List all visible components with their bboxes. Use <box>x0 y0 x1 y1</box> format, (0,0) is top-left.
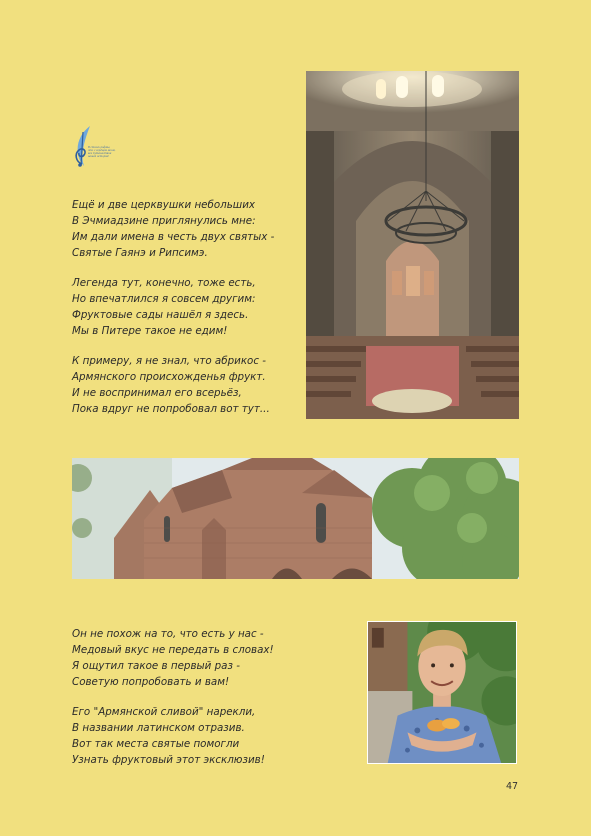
poem-line: Медовый вкус не передать в словах! <box>72 644 274 656</box>
poem-top <box>72 197 274 431</box>
poem-line: В Эчмиадзине приглянулись мне: <box>72 215 256 227</box>
logo-line: что с сердцем моим, <box>88 149 116 152</box>
poem-line: Армянского происхожденья фрукт. <box>72 371 266 383</box>
poem-line: К примеру, я не знал, что абрикос - <box>72 355 266 367</box>
stanza <box>72 275 274 339</box>
poem-line: Я ощутил такое в первый раз - <box>72 660 240 672</box>
poem-line: В названии латинском отразив. <box>72 722 245 734</box>
logo <box>70 124 124 168</box>
logo-line: нашей истории! <box>88 155 110 158</box>
stanza <box>72 626 274 690</box>
logo-text <box>88 146 124 158</box>
stanza <box>72 197 274 261</box>
church-interior-photo <box>306 71 519 419</box>
page-number: 47 <box>506 781 519 792</box>
logo-line: В стихах рифмы, <box>88 146 111 149</box>
poem-line: Святые Гаянэ и Рипсимэ. <box>72 247 208 259</box>
logo-line: все путешествия <box>88 152 112 155</box>
poem-line: Вот так места святые помогли <box>72 738 240 750</box>
poem-line: Узнать фруктовый этот эксклюзив! <box>72 754 265 766</box>
poem-line: Мы в Питере такое не едим! <box>72 325 228 337</box>
poem-line: Он не похож на то, что есть у нас - <box>72 628 264 640</box>
poem-line: Им дали имена в честь двух святых - <box>72 231 275 243</box>
poem-line: Но впечатлился я совсем другим: <box>72 293 256 305</box>
poem-line: Фруктовые сады нашёл я здесь. <box>72 309 249 321</box>
poem-bottom <box>72 626 274 782</box>
stanza <box>72 704 274 768</box>
stanza <box>72 353 274 417</box>
church-exterior-photo <box>72 458 519 579</box>
poem-line: Его "Армянской сливой" нарекли, <box>72 706 256 718</box>
poem-line: Ещё и две церквушки небольших <box>72 199 256 211</box>
poem-line: И не воспринимал его всерьёз, <box>72 387 242 399</box>
man-holding-apricots-photo <box>367 621 517 764</box>
poem-line: Легенда тут, конечно, тоже есть, <box>72 277 256 289</box>
poem-line: Пока вдруг не попробовал вот тут... <box>72 403 270 415</box>
poem-line: Советую попробовать и вам! <box>72 676 230 688</box>
